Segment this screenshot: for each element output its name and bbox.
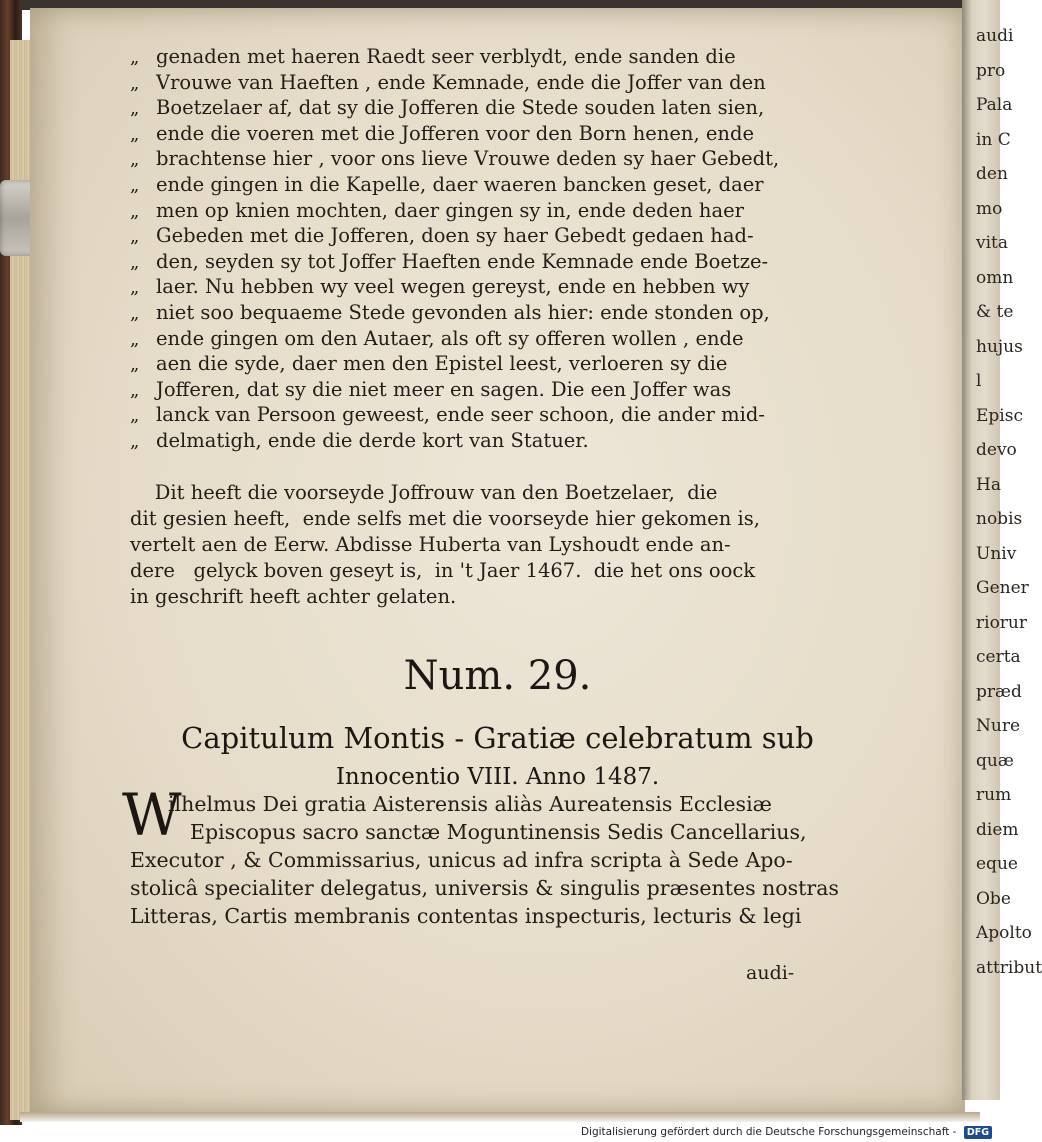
quote-mark: „ [130,431,140,452]
facing-page-fragment: l [976,371,982,391]
quoted-line-text: Gebeden met die Jofferen, doen sy haer Gebedt gedaen had- [156,224,754,248]
facing-page-fragment: den [976,164,1008,184]
quoted-line-text: den, seyden sy tot Joffer Haeften ende Kemnade ende Boetze- [156,249,769,273]
quoted-line [130,402,845,428]
quote-mark: „ [130,354,140,376]
section-number-heading: Num. 29. [403,653,592,699]
quoted-line [130,274,845,300]
facing-page-fragment: attribut [976,957,1042,978]
latin-line: Episcopus sacro sanctæ Moguntinensis Sedis Cancellarius, [190,820,807,844]
facing-page-fragment: Episc [976,405,1023,426]
facing-page-fragment: quæ [976,750,1014,771]
quoted-line-text: ende gingen om den Autaer, als oft sy offeren wollen , ende [156,326,744,350]
facing-page-fragment: omn [976,267,1014,288]
facing-page-fragment: certa [976,647,1021,667]
quoted-line-text: men op knien mochten, daer gingen sy in, ende deden haer [156,198,744,222]
quote-mark: „ [130,303,140,324]
quoted-line-text: aen die syde, daer men den Epistel leest, verloeren sy die [156,352,728,376]
facing-page-fragment: Univ [976,543,1017,564]
quoted-line [130,44,845,70]
paragraph-line: Dit heeft die voorseyde Joffrouw van den Boetzelaer, die [130,481,718,504]
quoted-line-text: ende die voeren met die Jofferen voor den Born henen, ende [156,121,755,145]
dfg-logo: DFG [964,1126,992,1139]
section-title-line-2: Innocentio VIII. Anno 1487. [335,764,660,790]
facing-page-fragment: Gener [976,578,1029,598]
quote-mark: „ [130,328,140,350]
paragraph-line: vertelt aen de Eerw. Abdisse Huberta van Lyshoudt ende an- [130,533,731,556]
quoted-line [130,351,845,377]
quoted-line-text: brachtense hier , voor ons lieve Vrouwe deden sy haer Gebedt, [156,147,780,171]
facing-page-fragment: mo [976,198,1003,219]
facing-page-fragment: Pala [976,95,1013,115]
quoted-line [130,121,845,147]
facing-page-fragment: nobis [976,509,1023,529]
quoted-line [130,70,845,96]
quoted-line [130,146,845,172]
latin-line: ilhelmus Dei gratia Aisterensis aliàs Aureatensis Ecclesiæ [168,792,772,816]
facing-page-fragment: audi [976,26,1014,46]
facing-page-fragment: Ha [976,474,1001,495]
facing-page-fragment: & te [976,302,1014,322]
quote-mark: „ [130,226,140,248]
quoted-line-text: ende gingen in die Kapelle, daer waeren bancken geset, daer [156,173,764,196]
facing-page-fragment: hujus [976,336,1023,357]
paragraph-line: in geschrift heeft achter gelaten. [130,585,457,608]
quote-mark: „ [130,277,140,299]
quote-mark: „ [130,123,140,145]
quoted-line-text: genaden met haeren Raedt seer verblydt, ende sanden die [156,45,736,68]
quote-mark: „ [130,200,140,222]
quoted-line [130,249,845,275]
quote-mark: „ [130,72,140,94]
facing-page-fragment: Apolto [976,923,1032,943]
facing-page-fragment: Obe [976,888,1011,909]
latin-line: Litteras, Cartis membranis contentas inspecturis, lecturis & legi [130,904,802,928]
quoted-line-text: lanck van Persoon geweest, ende seer schoon, die ander mid- [156,403,765,427]
paragraph-line: dit gesien heeft, ende selfs met die voorseyde hier gekomen is, [130,507,760,530]
facing-page-fragment: pro [976,60,1006,81]
facing-page-fragment: devo [976,440,1017,460]
quoted-line-text: niet soo bequaeme Stede gevonden als hier: ende stonden op, [156,301,770,324]
paragraph-line: dere gelyck boven geseyt is, in 't Jaer 1467. die het ons oock [130,559,756,582]
credit-text: Digitalisierung gefördert durch die Deutsche Forschungsgemeinschaft - [580,1126,957,1138]
quoted-line-text: Vrouwe van Haeften , ende Kemnade, ende die Joffer van den [156,70,766,94]
latin-line: stolicâ specialiter delegatus, universis & singulis præsentes nostras [130,876,839,900]
quoted-line [130,326,845,352]
facing-page-fragment: in C [976,129,1011,150]
facing-page-fragment: rum [976,785,1012,805]
facing-page-fragment: vita [976,233,1009,253]
catchword: audi- [746,962,795,984]
quoted-line-text: laer. Nu hebben wy veel wegen gereyst, ende en hebben wy [156,275,750,299]
facing-page-fragment: diem [976,819,1019,840]
facing-page-fragment: præd [976,681,1022,702]
facing-page-fragment: eque [976,854,1018,874]
quoted-line-text: Jofferen, dat sy die niet meer en sagen. Die een Joffer was [156,377,732,401]
quoted-line [130,428,845,454]
quoted-line-text: Boetzelaer af, dat sy die Jofferen die Stede souden laten sien, [156,96,765,120]
quoted-line [130,172,845,198]
quote-mark: „ [130,379,140,401]
quote-mark: „ [130,175,140,196]
quoted-line [130,377,845,403]
facing-page-edge [962,0,1042,1100]
quoted-line [130,300,845,326]
section-title-line-1: Capitulum Montis - Gratiæ celebratum sub [181,721,814,755]
quoted-line [130,223,845,249]
latin-line: Executor , & Commissarius, unicus ad infra scripta à Sede Apo- [130,848,793,872]
quote-mark: „ [130,251,140,273]
page-bottom-shadow [20,1112,980,1122]
quoted-line-text: delmatigh, ende die derde kort van Statuer. [156,429,589,452]
facing-page-fragment: riorur [976,612,1027,633]
facing-page-fragment: Nure [976,716,1021,736]
quote-mark: „ [130,98,140,120]
digitization-credit [581,1125,992,1139]
quoted-line [130,198,845,224]
book-page [30,8,965,1117]
quote-mark: „ [130,405,140,427]
quote-mark: „ [130,47,140,68]
quoted-line [130,95,845,121]
drop-capital: W [122,781,182,849]
quote-mark: „ [130,149,140,171]
